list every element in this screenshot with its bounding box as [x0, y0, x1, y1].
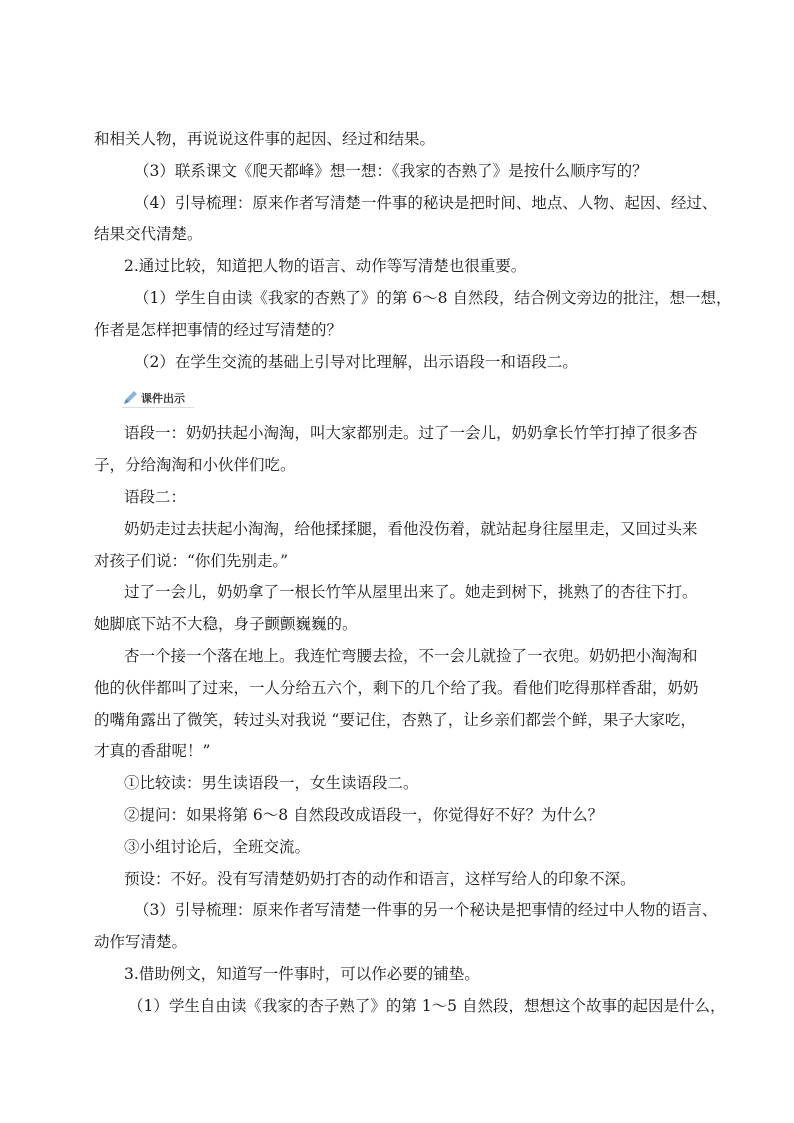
- tag-underline: [122, 407, 194, 408]
- text-line: 和相关人物，再说说这件事的起因、经过和结果。: [94, 130, 436, 148]
- text-line: （1）学生自由读《我家的杏子熟了》的第 1～5 自然段，想想这个故事的起因是什么，: [128, 996, 726, 1015]
- text-line: 预设：不好。没有写清楚奶奶打杏的动作和语言，这样写给人的印象不深。: [124, 869, 636, 888]
- text-line: 语段二：: [124, 487, 187, 506]
- text-line: 奶奶走过去扶起小淘淘，给他揉揉腿，看他没伤着，就站起身往屋里走，又回过头来: [124, 519, 698, 538]
- text-line: 动作写清楚。: [94, 933, 188, 952]
- text-line: （4）引导梳理：原来作者写清楚一件事的秘诀是把时间、地点、人物、起因、经过、: [134, 193, 718, 212]
- text-line: 子，分给淘淘和小伙伴们吃。: [94, 456, 296, 475]
- text-line: ②提问：如果将第 6～8 自然段改成语段一，你觉得好不好？为什么？: [124, 805, 604, 824]
- courseware-label: 课件出示: [141, 392, 185, 406]
- text-line: ③小组讨论后，全班交流。: [124, 837, 311, 856]
- text-line: ①比较读：男生读语段一，女生读语段二。: [124, 774, 419, 793]
- text-line: 过了一会儿，奶奶拿了一根长竹竿从屋里出来了。她走到树下，挑熟了的杏往下打。: [124, 583, 698, 602]
- text-line: 他的伙伴都叫了过来，一人分给五六个，剩下的几个给了我。看他们吃得那样香甜，奶奶: [94, 678, 699, 697]
- text-line: （1）学生自由读《我家的杏熟了》的第 6～8 自然段，结合例文旁边的批注，想一想，: [134, 288, 732, 307]
- text-line: 结果交代清楚。: [94, 225, 203, 244]
- text-line: 语段一：奶奶扶起小淘淘，叫大家都别走。过了一会儿，奶奶拿长竹竿打掉了很多杏: [124, 424, 698, 443]
- text-line: 对孩子们说：“你们先别走。”: [94, 551, 289, 570]
- text-line: （3）引导梳理：原来作者写清楚一件事的另一个秘诀是把事情的经过中人物的语言、: [134, 901, 718, 920]
- pencil-icon: [122, 390, 138, 406]
- text-line: 才真的香甜呢！”: [94, 742, 211, 761]
- text-line: 3.借助例文，知道写一件事时，可以作必要的铺垫。: [124, 964, 480, 983]
- text-line: 的嘴角露出了微笑，转过头对我说 “要记住，杏熟了，让乡亲们都尝个鲜，果子大家吃，: [94, 710, 696, 729]
- text-line: 作者是怎样把事情的经过写清楚的？: [94, 320, 343, 339]
- text-line: 她脚底下站不大稳，身子颤颤巍巍的。: [94, 615, 358, 634]
- text-line: 杏一个接一个落在地上。我连忙弯腰去捡，不一会儿就捡了一衣兜。奶奶把小淘淘和: [124, 646, 698, 665]
- courseware-tag-row: [94, 378, 724, 418]
- text-line: （2）在学生交流的基础上引导对比理解，出示语段一和语段二。: [134, 352, 578, 371]
- text-line: 2.通过比较，知道把人物的语言、动作等写清楚也很重要。: [124, 257, 527, 276]
- courseware-tag: [122, 390, 185, 406]
- text-line: （3）联系课文《爬天都峰》想一想：《我家的杏熟了》是按什么顺序写的？: [134, 161, 648, 180]
- document-page: [94, 124, 732, 1023]
